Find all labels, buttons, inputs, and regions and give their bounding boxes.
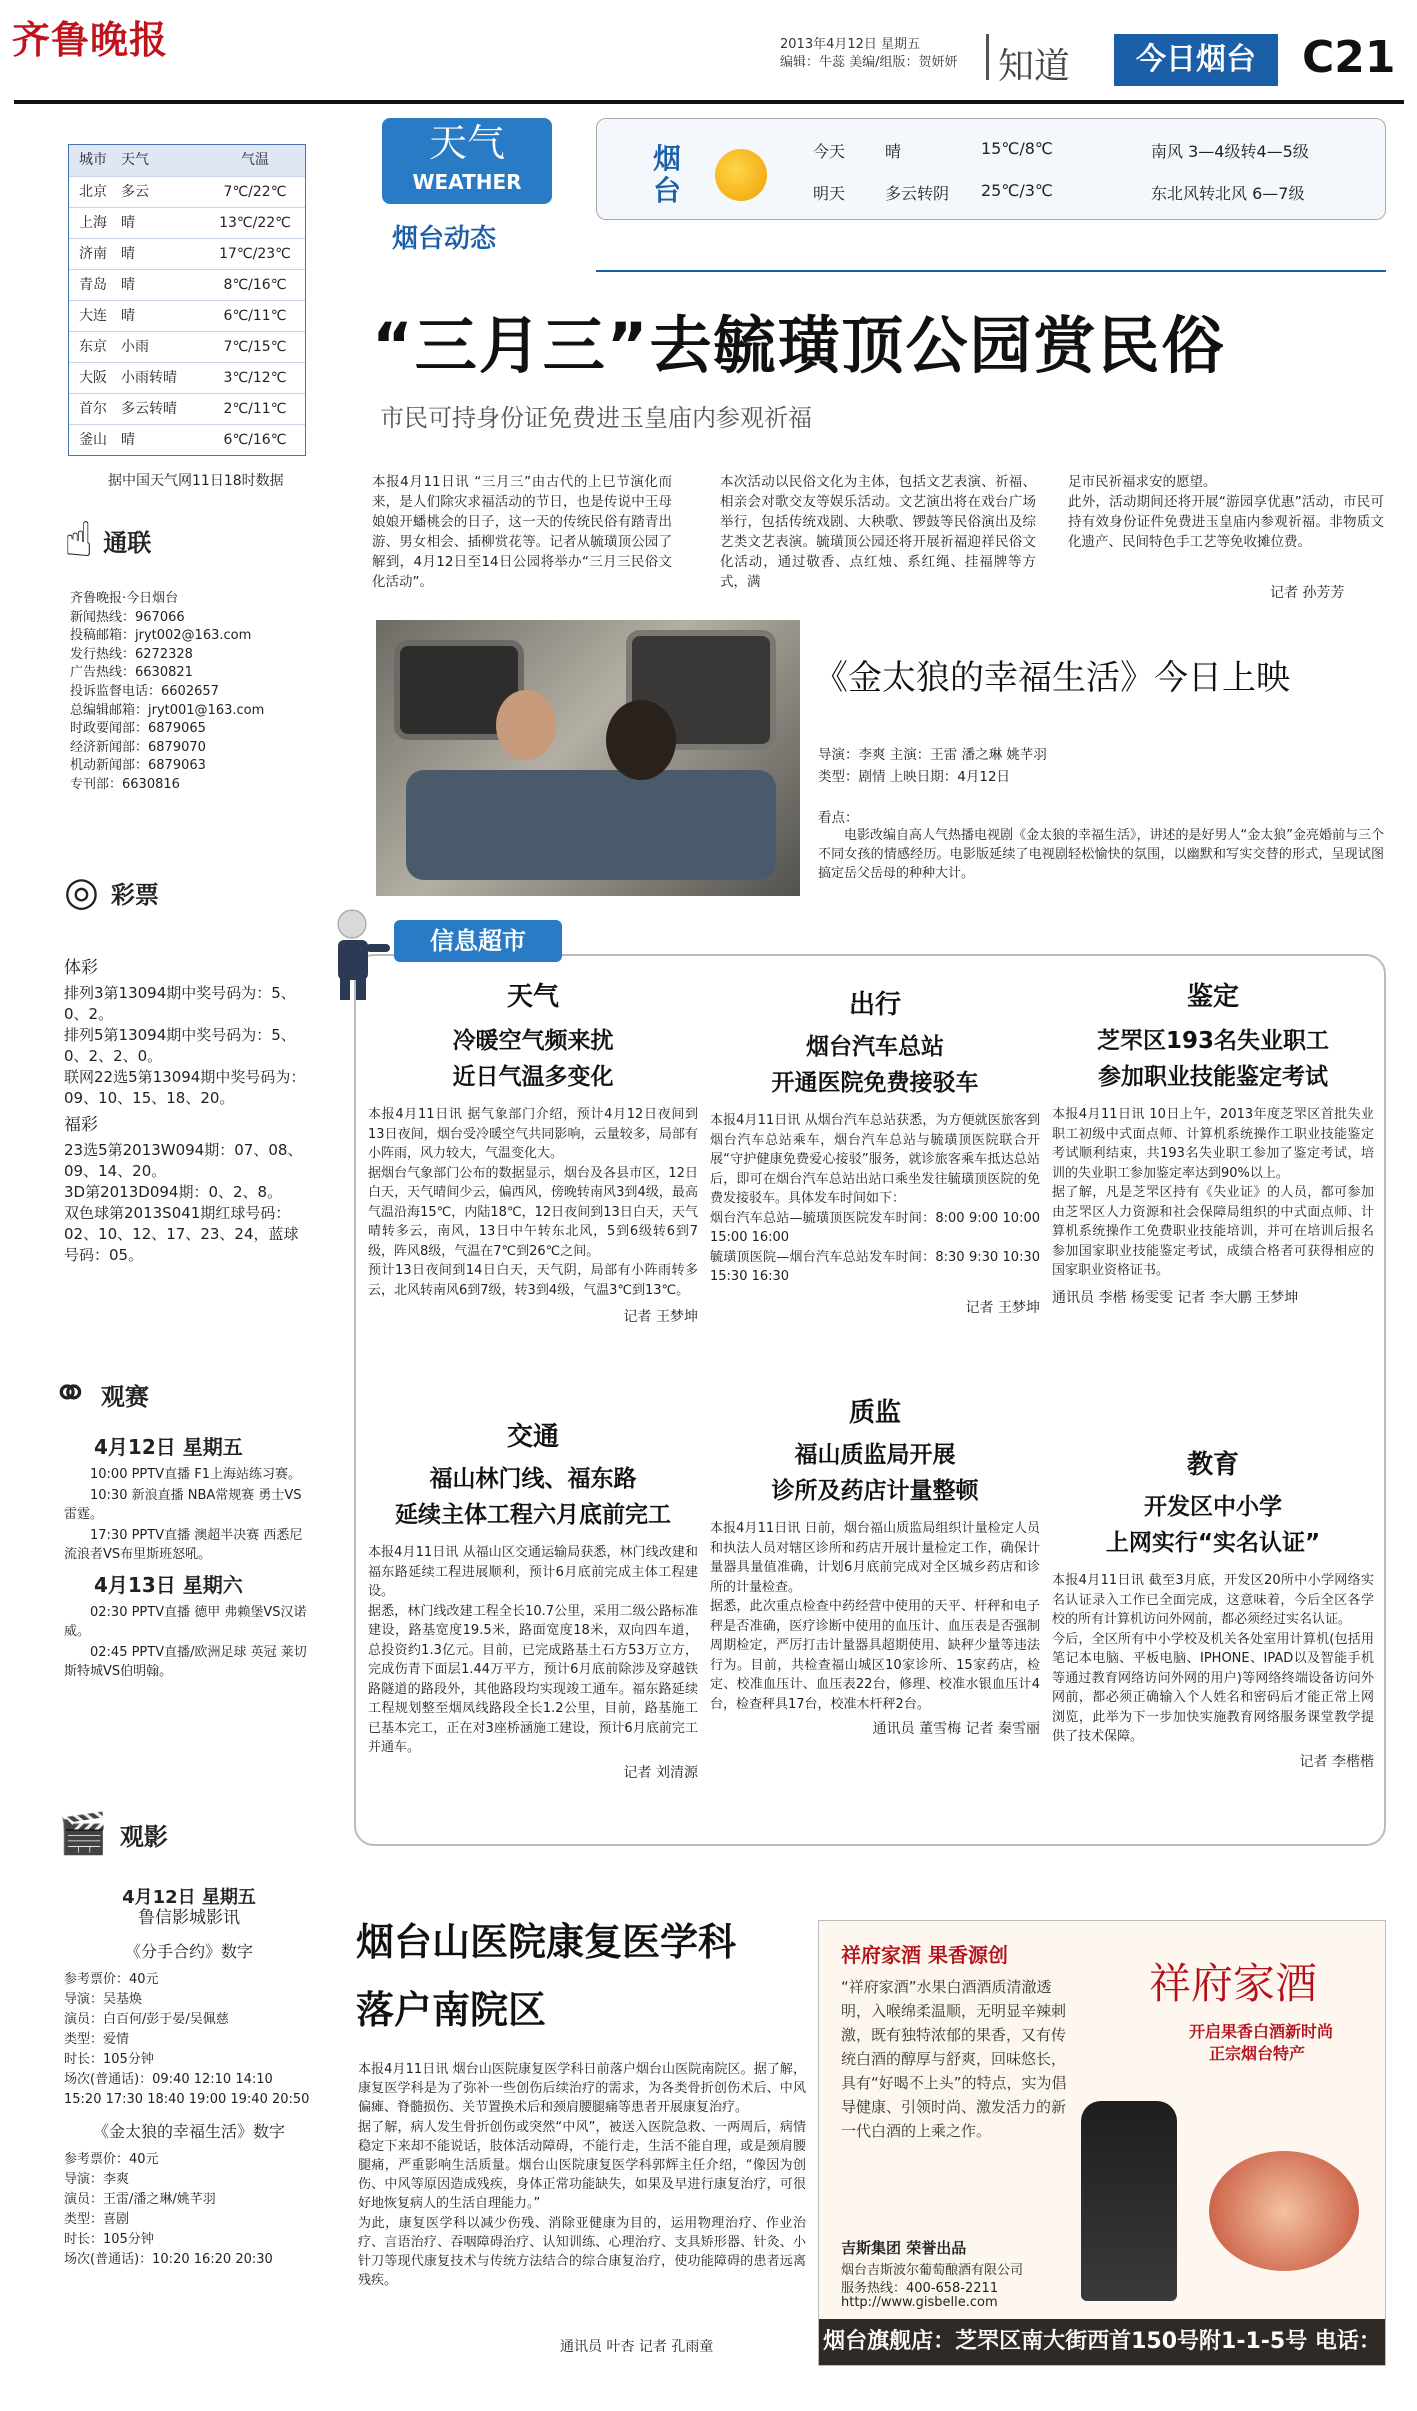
forecast-city: 烟台 <box>653 142 682 207</box>
table-cell: 济南 <box>79 246 107 262</box>
lottery-results <box>64 952 312 1266</box>
film-detail: 参考票价：40元 <box>64 1972 159 1987</box>
lottery-heading: ◎ 彩票 <box>64 869 159 915</box>
table-cell: 东京 <box>79 339 107 355</box>
lottery-line: 3D第2013D094期：0、2、8。 <box>64 1183 283 1201</box>
ad-body: “祥府家酒”水果白酒酒质清澈透明，入喉绵柔温顺，无明显辛辣刺激，既有独特浓郁的果香，又有传统白酒的醇厚与舒爽，回味悠长，具有“好喝不上头”的特点，实为倡导健康、引领时尚、激发活力的新一代白酒的上乘之作。 <box>841 1978 1067 2140</box>
ad-store-address: 烟台旗舰店：芝罘区南大街西首150号附1-1-5号 电话：0535-6694999 <box>819 2319 1385 2365</box>
liquor-advertisement[interactable]: 祥府家酒 果香源创 祥府家酒 开启果香白酒新时尚 正宗烟台特产 “祥府家酒”水果白酒酒质清澈透明，入喉绵柔温顺，无明显辛辣刺激，既有独特浓郁的果香，又有传统白酒的醇厚与舒爽，回味悠长，具有“好喝不上头”的特点，实为倡导健康、引领时尚、激发活力的新一代白酒的上乘之作。 吉斯集团 荣誉出品 烟台吉斯波尔葡萄酿酒有限公司 服务热线：400-658-2211 http://www.gisbelle.com 烟台旗舰店：芝罘区南大街西首150号附1-1-5号 电话：0535-6694999 <box>818 1920 1386 2366</box>
table-row <box>69 238 305 269</box>
table-header: 城市 天气 气温 <box>69 145 305 176</box>
table-row <box>69 269 305 300</box>
table-cell: 晴 <box>121 277 135 293</box>
contact-line: 专刊部：6630816 <box>70 776 180 792</box>
table-cell: 多云 <box>121 184 149 200</box>
header-divider <box>986 34 989 80</box>
contact-line: 发行热线：6272328 <box>70 646 193 662</box>
lottery-line: 双色球第2013S041期红球号码：02、10、12、17、23、24，蓝球号码：05。 <box>64 1204 299 1264</box>
contact-line: 经济新闻部：6879070 <box>70 739 206 755</box>
contact-line: 投稿邮箱：jryt002@163.com <box>70 628 252 644</box>
table-cell: 13℃/22℃ <box>219 215 291 231</box>
hospital-headline: 烟台山医院康复医学科 落户南院区 <box>356 1920 737 2032</box>
table-cell: 7℃/15℃ <box>223 339 287 355</box>
table-cell: 7℃/22℃ <box>223 184 287 200</box>
table-cell: 17℃/23℃ <box>219 246 291 262</box>
header-editors: 编辑：牛蕊 美编/组版：贺妍妍 <box>780 55 958 70</box>
table-cell: 北京 <box>79 184 107 200</box>
match-day-1: 4月12日 星期五 <box>94 1435 243 1459</box>
info-travel: 出行 烟台汽车总站 开通医院免费接驳车 本报4月11日讯 从烟台汽车总站获悉，为方便就医旅客到烟台汽车总站乘车，烟台汽车总站与毓璜顶医院联合开展“守护健康免费爱心接驳”服务，就诊旅客乘车抵达总站后，即可在烟台汽车总站出站口乘坐发往毓璜顶医院的免费发接驳车。具体发车时间如下： 烟台汽车总站—毓璜顶医院发车时间：8:00 9:00 10:00 15:00 16:00 毓璜顶医院—烟台汽车总站发车时间：8:30 9:30 10:30 15:30 16:30 记者 王梦坤 <box>710 990 1040 1316</box>
hospital-article-body: 本报4月11日讯 烟台山医院康复医学科日前落户烟台山医院南院区。据了解，康复医学科是为了弥补一些创伤后续治疗的需求，为各类骨折创伤术后、中风偏瘫、脊髓损伤、关节置换术后和颈肩腰腿痛等患者开展康复治疗。 据了解，病人发生骨折创伤或突然“中风”，被送入医院急救、一两周后，病情稳定下来却不能说话，肢体活动障碍，不能行走，生活不能自理，或是颈肩腰腿痛，严重影响生活质量。烟台山医院康复医学科郭辉主任介绍，“像因为创伤、中风等原因造成残疾，身体正常功能缺失，如果及早进行康复治疗，可很好地恢复病人的生活自理能力。” 为此，康复医学科以减少伤残、消除亚健康为目的，运用物理治疗、作业治疗、言语治疗、吞咽障碍治疗、认知训练、心理治疗、支具矫形器、针灸、小针刀等现代康复技术与传统方法结合的综合康复治疗，使功能障碍的患者远离残疾。 <box>358 2062 806 2289</box>
contact-line: 时政要闻部：6879065 <box>70 721 206 737</box>
city-weather-table <box>68 144 306 456</box>
film-listings <box>64 1888 314 2270</box>
film-detail: 参考票价：40元 <box>64 2152 159 2167</box>
forecast-tomorrow: 明天 多云转阴 25℃/3℃ 东北风转北风 6—7级 <box>813 181 1305 203</box>
fruit-image <box>1209 2151 1359 2271</box>
table-cell: 8℃/16℃ <box>223 277 287 293</box>
table-row <box>69 300 305 331</box>
contact-line: 机动新闻部：6879063 <box>70 758 206 774</box>
match-item: 17:30 PPTV直播 澳超半决赛 西悉尼流浪者VS布里斯班怒吼。 <box>64 1528 303 1562</box>
table-cell: 多云转晴 <box>121 401 177 417</box>
table-cell: 晴 <box>121 246 135 262</box>
header-rule <box>14 100 1404 104</box>
movie-highlight-label: 看点： <box>818 810 859 826</box>
info-quality: 质监 福山质监局开展 诊所及药店计量整顿 本报4月11日讯 日前，烟台福山质监局组织计量检定人员和执法人员对辖区诊所和药店开展计量检定工作，确保计量器具量值准确，计划6月底前完成对全区城乡药店和诊所的计量检查。 据悉，此次重点检查中药经营中使用的天平、杆秤和电子秤是否准确，医疗诊断中使用的血压计、血压表是否强制周期检定，严厉打击计量器具超期使用、缺秤少量等违法行为。目前，共检查福山城区10家诊所、15家药店，检定、校准血压计、血压表22台，修理、校准水银血压计4台，检查秤具17台，校准木杆秤2台。 通讯员 董雪梅 记者 秦雪丽 <box>710 1398 1040 1737</box>
newspaper-logo: 齐鲁晚报 <box>12 17 169 62</box>
hand-pointer-icon: ☝ <box>64 512 94 568</box>
table-cell: 6℃/16℃ <box>223 432 287 448</box>
match-schedule <box>64 1435 314 1683</box>
movie-still-photo <box>376 620 800 896</box>
section-name: 知道 <box>998 46 1071 87</box>
match-item: 10:00 PPTV直播 F1上海站练习赛。 <box>90 1467 301 1482</box>
film-heading: 🎬 观影 <box>58 1811 168 1857</box>
header-date-block <box>780 36 980 72</box>
match-item: 02:30 PPTV直播 德甲 弗赖堡VS汉诺威。 <box>64 1605 307 1639</box>
film-detail: 演员：王雷/潘之琳/姚芊羽 <box>64 2192 216 2207</box>
film-detail: 导演：吴基焕 <box>64 1992 143 2007</box>
local-forecast-box <box>596 118 1386 220</box>
lottery-line: 排列5第13094期中奖号码为：5、0、2、2、0。 <box>64 1026 296 1065</box>
weather-source-note: 据中国天气网11日18时数据 <box>108 473 284 489</box>
clapperboard-icon: 🎬 <box>58 1811 108 1857</box>
section-tab-today-yantai[interactable]: 今日烟台 <box>1114 34 1278 86</box>
page-number: C21 <box>1302 32 1396 83</box>
film-detail: 时长：105分钟 <box>64 2052 154 2067</box>
lottery-line: 排列3第13094期中奖号码为：5、0、2。 <box>64 984 296 1023</box>
contact-line: 齐鲁晚报·今日烟台 <box>70 591 179 606</box>
sun-icon <box>715 149 767 201</box>
forecast-today: 今天 晴 15℃/8℃ 南风 3—4级转4—5级 <box>813 139 1309 161</box>
film-detail: 类型：喜剧 <box>64 2212 130 2227</box>
table-cell: 大阪 <box>79 370 107 386</box>
info-market-badge: 信息超市 <box>394 920 562 962</box>
info-weather: 天气 冷暖空气频来扰 近日气温多变化 本报4月11日讯 据气象部门介绍，预计4月12日夜间到13日夜间，烟台受冷暖空气共同影响，云量较多，局部有小阵雨，风力较大，气温变化大。 据烟台气象部门公布的数据显示，烟台及各县市区，12日白天，天气晴间少云，偏西风，傍晚转南风3到4级，最高气温沿海15℃，内陆18℃，12日夜间到13日白天，天气晴转多云，南风，13日中午转东北风，5到6级转6到7级，阵风8级，气温在7℃到26℃之间。 预计13日夜间到14日白天，天气阴，局部有小阵雨转多云，北风转南风6到7级，转3到4级，气温3℃到13℃。 记者 王梦坤 <box>368 982 698 1325</box>
main-subheadline: 市民可持身份证免费进玉皇庙内参观祈福 <box>380 404 812 432</box>
table-cell: 首尔 <box>79 401 107 417</box>
lottery-line: 23选5第2013W094期：07、08、09、14、20。 <box>64 1141 303 1180</box>
table-row <box>69 393 305 424</box>
table-cell: 3℃/12℃ <box>223 370 287 386</box>
contact-list <box>70 590 310 795</box>
contact-heading: ☝ 通联 <box>64 512 152 568</box>
lottery-ball-icon: ◎ <box>64 869 99 915</box>
info-education: 教育 开发区中小学 上网实行“实名认证” 本报4月11日讯 截至3月底，开发区20所中小学网络实名认证录入工作已全面完成，这意味着，今后全区各学校的所有计算机访问外网前，都必须经过实名认证。 今后，全区所有中小学校及机关各处室用计算机(包括用笔记本电脑、平板电脑、IPHONE、IPAD以及智能手机等通过教育网络访问外网的用户)等网络终端设备访问外网前，都必须正确输入个人姓名和密码后才能正常上网浏览，此举为下一步加快实施教育网络服务课堂教学提供了技术保障。 记者 李楷楷 <box>1052 1450 1374 1770</box>
lottery-line: 联网22选5第13094期中奖号码为：09、10、15、18、20。 <box>64 1068 306 1107</box>
table-cell: 2℃/11℃ <box>223 401 287 417</box>
table-cell: 上海 <box>79 215 107 231</box>
film-1-title: 《分手合约》数字 <box>124 1942 253 1961</box>
table-cell: 小雨转晴 <box>121 370 177 386</box>
watch-heading: ⚭ 观赛 <box>52 1368 149 1419</box>
main-headline: “三月三”去毓璜顶公园赏民俗 <box>372 309 1226 382</box>
yantai-dynamic-label: 烟台动态 <box>392 224 497 254</box>
binoculars-icon: ⚭ <box>52 1368 89 1419</box>
film-detail: 演员：白百何/彭于晏/吴佩慈 <box>64 2012 229 2027</box>
film-detail: 导演：李爽 <box>64 2172 130 2187</box>
hospital-reporter: 通讯员 叶杏 记者 孔雨童 <box>560 2339 714 2355</box>
table-row <box>69 362 305 393</box>
match-item: 10:30 新浪直播 NBA常规赛 勇士VS雷霆。 <box>64 1488 302 1522</box>
table-row <box>69 176 305 207</box>
main-article-col-3: 足市民祈福求安的愿望。 此外，活动期间还将开展“游园享优惠”活动，市民可持有效身份证件免费进玉皇庙内参观祈福。非物质文化遗产、民间特色手工艺等免收摊位费。 <box>1068 474 1384 550</box>
cinema-name: 鲁信影城影讯 <box>138 1908 240 1928</box>
movie-description: 电影改编自高人气热播电视剧《金太狼的幸福生活》，讲述的是好男人“金太狼”金亮婚前与三个不同女孩的情感经历。电影版延续了电视剧轻松愉快的氛围，以幽默和写实交替的形式，呈现试图搞定岳父岳母的种种大计。 <box>818 828 1384 881</box>
contact-line: 总编辑邮箱：jryt001@163.com <box>70 702 265 718</box>
film-2-title: 《金太狼的幸福生活》数字 <box>92 2122 285 2141</box>
film-detail: 时长：105分钟 <box>64 2232 154 2247</box>
table-cell: 晴 <box>121 432 135 448</box>
film-detail: 类型：爱情 <box>64 2032 130 2047</box>
film-day: 4月12日 星期五 <box>122 1887 256 1908</box>
match-item: 02:45 PPTV直播/欧洲足球 英冠 莱切斯特城VS伯明翰。 <box>64 1645 307 1679</box>
table-cell: 晴 <box>121 215 135 231</box>
table-row <box>69 331 305 362</box>
lottery-line: 福彩 <box>64 1115 98 1135</box>
table-cell: 小雨 <box>121 339 149 355</box>
info-traffic: 交通 福山林门线、福东路 延续主体工程六月底前完工 本报4月11日讯 从福山区交通运输局获悉，林门线改建和福东路延续工程进展顺利，预计6月底前完成主体工程建设。 据悉，林门线改建工程全长10.7公里，采用二级公路标准建设，路基宽度19.5米，路面宽度18米，双向四车道，总投资约1.3亿元。目前，已完成路基土石方53万立方，完成伤青下面层1.44万平方，预计6月底前除涉及穿越铁路隧道的路段外，其他路段均实现竣工通车。福东路延续工程规划整至烟凤线路段全长1.2公里，目前，路基施工已基本完工，正在对3座桥涵施工建设，预计6月底前完工并通车。 记者 刘清源 <box>368 1422 698 1781</box>
main-article-col-2: 本次活动以民俗文化为主体，包括文艺表演、祈福、相亲会对歌交友等娱乐活动。文艺演出将在戏台广场举行，包括传统戏剧、大秧歌、锣鼓等民俗演出及综艺类文艺表演。毓璜顶公园还将开展祈福迎祥民俗文化活动，通过敬香、点红烛、系红绳、挂福牌等方式，满 <box>720 474 1036 590</box>
contact-line: 新闻热线：967066 <box>70 609 185 625</box>
main-reporter: 记者 孙芳芳 <box>1270 585 1345 601</box>
contact-line: 投诉监督电话：6602657 <box>70 683 219 699</box>
table-cell: 大连 <box>79 308 107 324</box>
brand-name: 祥府家酒 <box>1149 1959 1318 2008</box>
section-rule <box>596 270 1386 272</box>
liquor-bottle-image <box>1081 2101 1177 2301</box>
info-appraisal: 鉴定 芝罘区193名失业职工 参加职业技能鉴定考试 本报4月11日讯 10日上午，2013年度芝罘区首批失业职工初级中式面点师、计算机系统操作工职业技能鉴定考试顺利结束，共193名失业职工参加了鉴定考试，培训的失业职工参加鉴定率达到90%以上。 据了解，凡是芝罘区持有《失业证》的人员，都可参加由芝罘区人力资源和社会保障局组织的中式面点师、计算机系统操作工免费职业技能培训，并可在培训后报名参加国家职业技能鉴定考试，成绩合格者可获得相应的国家职业资格证书。 通讯员 李楷 杨雯雯 记者 李大鹏 王梦坤 <box>1052 982 1374 1306</box>
table-row <box>69 207 305 238</box>
header-date: 2013年4月12日 星期五 <box>780 37 921 52</box>
contact-line: 广告热线：6630821 <box>70 665 193 681</box>
table-cell: 青岛 <box>79 277 107 293</box>
table-row <box>69 424 305 455</box>
table-cell: 晴 <box>121 308 135 324</box>
main-article-col-1: 本报4月11日讯 “三月三”由古代的上巳节演化而来，是人们除灾求福活动的节日，也是传说中王母娘娘开蟠桃会的日子，这一天的传统民俗有踏青出游、男女相会、插柳赏花等。记者从毓璜顶公园了解到，4月12日至14日公园将举办“三月三民俗文化活动”。 <box>372 474 672 590</box>
table-cell: 釜山 <box>79 432 107 448</box>
match-day-2: 4月13日 星期六 <box>94 1573 243 1597</box>
movie-feature-title: 《金太狼的幸福生活》今日上映 <box>814 658 1290 698</box>
film-detail: 场次(普通话)：09:40 12:10 14:10 15:20 17:30 18:40 19:00 19:40 20:50 <box>64 2072 310 2107</box>
weather-badge: 天气 WEATHER <box>382 118 552 204</box>
movie-credits: 导演：李爽 主演：王雷 潘之琳 姚芊羽 类型：剧情 上映日期：4月12日 <box>818 747 1047 785</box>
film-detail: 场次(普通话)：10:20 16:20 20:30 <box>64 2252 273 2267</box>
table-cell: 6℃/11℃ <box>223 308 287 324</box>
lottery-line: 体彩 <box>64 958 98 978</box>
